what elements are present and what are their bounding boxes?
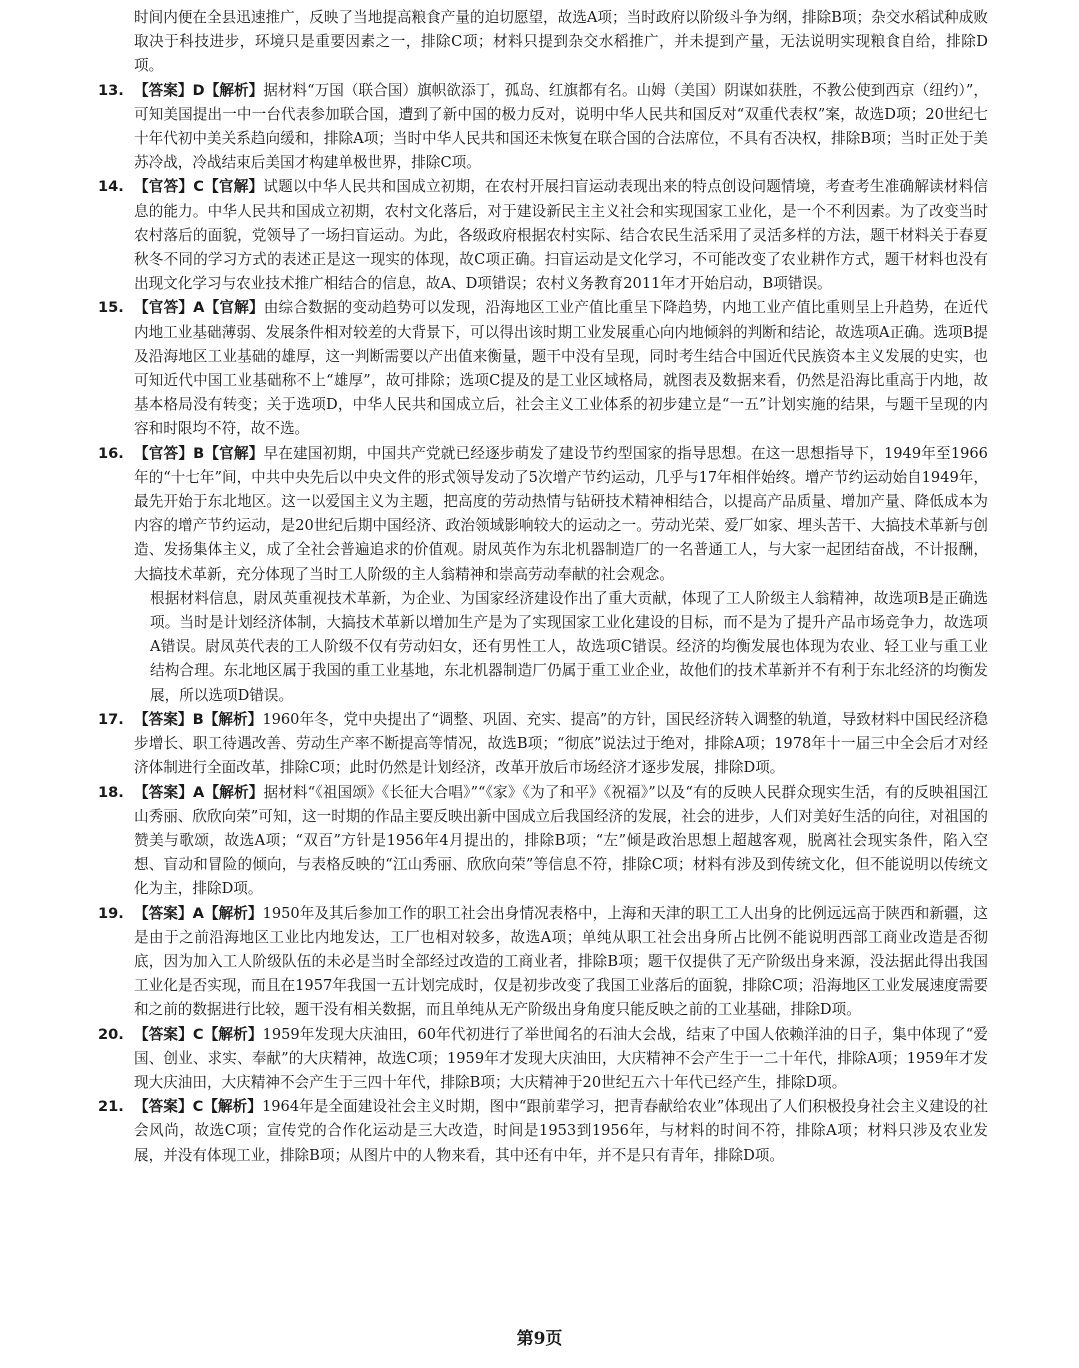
answer-tag: 【答案】 [134,1025,193,1043]
explanation-text: 据材料“万国（联合国）旗帜欲添丁，孤岛、红旗都有名。山姆（美国）阴谋如获胜，不教公使到西京（纽约）”，可知美国提出一中一台代表参加联合国，遭到了新中国的极力反对，说明中华人民共和国反对“双重代表权”案，故选D项；20世纪七十年代初中美关系趋向缓和，排除A项；当时中华人民共和国还未恢复在联合国的合法席位，不具有否决权，排除B项；当时正处于美苏冷战，冷战结束后美国才构建单极世界，排除C项。 [134,81,988,172]
answer-tag: 【答案】 [134,710,193,728]
explanation-text: 据材料“《祖国颂》《长征大合唱》”“《家》《为了和平》《祝福》”以及“有的反映人民群众现实生活，有的反映祖国江山秀丽、欣欣向荣”可知，这一时期的作品主要反映出新中国成立后我国经济的发展，社会的进步，人们对美好生活的向往，对祖国的赞美与歌颂，故选A项；“双百”方针是1956年4月提出的，排除B项；“左”倾是政治思想上超越客观，脱离社会现实条件，陷入空想、盲动和冒险的倾向，与表格反映的“江山秀丽、欣欣向荣”等信息不符，排除C项；材料有涉及到传统文化，但不能说明以传统文化为主，排除D项。 [134,783,988,898]
answer-letter: B [192,710,204,728]
answer-explanations [98,6,988,1168]
question-number: 17. [98,710,124,728]
answer-letter: B [193,444,205,462]
explanation-tag: 【解析】 [203,1098,262,1116]
answer-letter: D [192,81,205,99]
answer-letter: A [193,783,205,801]
answer-letter: A [192,904,204,922]
answer-tag: 【官答】 [134,178,194,196]
explanation-tag: 【官解】 [204,444,264,462]
question-16 [98,442,988,587]
explanation-tag: 【解析】 [204,783,264,801]
explanation-text: 1964年是全面建设社会主义时期，图中“跟前辈学习，把青春献给农业”体现出了人们积极投身社会主义建设的社会风尚，故选C项；宣传党的合作化运动是三大改造，时间是1953到1956年，与材料的时间不符，排除A项；材料只涉及农业发展，并没有体现工业，排除B项；从图片中的人物来看，其中还有中年，并不是只有青年，排除D项。 [134,1098,988,1164]
page-number: 第9页 [516,1329,563,1349]
question-number: 18. [98,783,124,801]
question-19 [98,902,988,1023]
explanation-text: 试题以中华人民共和国成立初期，在农村开展扫盲运动表现出来的特点创设问题情境，考查考生准确解读材料信息的能力。中华人民共和国成立初期，农村文化落后，对于建设新民主主义社会和实现国家工业化，是一个不利因素。为了改变当时农村落后的面貌，党领导了一场扫盲运动。为此，各级政府根据农村实际、结合农民生活采用了灵活多样的方法，题干材料关于春夏秋冬不同的学习方式的表述正是这一现实的体现，故C项正确。扫盲运动是文化学习，不可能改变了农业耕作方式，题干材料也没有出现文化学习与农业技术推广相结合的信息，故A、D项错误；农村义务教育2011年才开始启动，B项错误。 [134,178,988,293]
explanation-text: 由综合数据的变动趋势可以发现，沿海地区工业产值比重呈下降趋势，内地工业产值比重则呈上升趋势，在近代内地工业基础薄弱、发展条件相对较差的大背景下，可以得出该时期工业发展重心向内地倾斜的判断和结论，故选项A正确。选项B提及沿海地区工业基础的雄厚，这一判断需要以产出值来衡量，题干中没有呈现，同时考生结合中国近代民族资本主义发展的史实，也可知近代中国工业基础称不上“雄厚”，故可排除；选项C提及的是工业区域格局，就图表及数据来看，仍然是沿海比重高于内地，故基本格局没有转变；关于选项D，中华人民共和国成立后，社会主义工业体系的初步建立是“一五”计划实施的结果，与题干呈现的内容和时限均不符，故不选。 [134,299,988,438]
question-21 [98,1095,988,1168]
question-number: 16. [98,444,124,462]
question-18 [98,781,988,902]
explanation-tag: 【解析】 [203,710,263,728]
continued-explanation-12: 时间内便在全县迅速推广，反映了当地提高粮食产量的迫切愿望，故选A项；当时政府以阶级斗争为纲，排除B项；杂交水稻试种成败取决于科技进步，环境只是重要因素之一，排除C项；材料只提到杂交水稻推广，并未提到产量，无法说明实现粮食自给，排除D项。 [134,9,988,75]
explanation-tag: 【官解】 [203,178,264,196]
answer-tag: 【答案】 [134,783,194,801]
explanation-tag: 【解析】 [204,81,264,99]
question-14 [98,175,988,296]
answer-tag: 【答案】 [134,81,193,99]
answer-letter: C [192,1025,204,1043]
explanation-tag: 【解析】 [203,904,263,922]
question-number: 20. [98,1025,124,1043]
question-number: 19. [98,904,124,922]
answer-letter: C [192,1098,204,1116]
explanation-text: 1959年发现大庆油田，60年代初进行了举世闻名的石油大会战，结束了中国人依赖洋油的日子，集中体现了“爱国、创业、求实、奉献”的大庆精神，故选C项；1959年才发现大庆油田，大庆精神不会产生于一二十年代，排除A项；1959年才发现大庆油田，大庆精神不会产生于三四十年代，排除B项；大庆精神于20世纪五六十年代已经产生，排除D项。 [134,1025,988,1091]
question-17 [98,708,988,781]
answer-tag: 【官答】 [134,444,194,462]
question-number: 21. [98,1098,124,1116]
explanation-text: 1960年冬，党中央提出了“调整、巩固、充实、提高”的方针，国民经济转入调整的轨道，导致材料中国民经济稳步增长、职工待遇改善、劳动生产率不断提高等情况，故选B项；“彻底”说法过于绝对，排除A项；1978年十一届三中全会后才对经济体制进行全面改革，排除C项；此时仍然是计划经济，改革开放后市场经济才逐步发展，排除D项。 [134,710,988,777]
answer-letter: A [193,299,205,317]
answer-tag: 【官答】 [134,299,194,317]
explanation-text: 1950年及其后参加工作的职工社会出身情况表格中，上海和天津的职工工人出身的比例远远高于陕西和新疆，这是由于之前沿海地区工业比内地发达，工厂也相对较多，故选A项；单纯从职工社会出身所占比例不能说明西部工商业改造是否彻底，因为加入工人阶级队伍的未必是当时全部经过改造的工商业者，排除B项；题干仅提供了无产阶级出身来源，没法据此得出我国工业化是否实现，而且在1957年我国一五计划完成时，仅是初步改变了我国工业落后的面貌，排除C项；沿海地区工业发展速度需要和之前的数据进行比较，题干没有相关数据，而且单纯从无产阶级出身角度只能反映之前的工业基础，排除D项。 [134,904,988,1019]
explanation-text: 早在建国初期，中国共产党就已经逐步萌发了建设节约型国家的指导思想。在这一思想指导下，1949年至1966年的“十七年”间，中共中央先后以中央文件的形式领导发动了5次增产节约运动，几乎与17年相伴始终。增产节约运动始自1949年，最先开始于东北地区。这一以爱国主义为主题，把高度的劳动热情与钻研技术精神相结合，以提高产品质量、增加产量、降低成本为内容的增产节约运动，是20世纪后期中国经济、政治领域影响较大的运动之一。劳动光荣、爱厂如家、埋头苦干、大搞技术革新与创造、发扬集体主义，成了全社会普遍追求的价值观。尉凤英作为东北机器制造厂的一名普通工人，与大家一起团结奋战，不计报酬，大搞技术革新，充分体现了当时工人阶级的主人翁精神和崇高劳动奉献的社会观念。 [134,444,988,583]
explanation-tag: 【官解】 [204,299,264,317]
question-number: 14. [98,178,124,196]
explanation-tag: 【解析】 [203,1025,263,1043]
answer-letter: C [193,178,204,196]
question-number: 13. [98,81,124,99]
question-number: 15. [98,299,124,317]
answer-tag: 【答案】 [134,1098,193,1116]
question-15 [98,296,988,441]
question-16-analysis: 根据材料信息，尉凤英重视技术革新，为企业、为国家经济建设作出了重大贡献，体现了工人阶级主人翁精神，故选项B是正确选项。当时是计划经济体制，大搞技术革新以增加生产是为了实现国家工业化建设的目标，而不是为了提升产品市场竞争力，故选项A错误。尉凤英代表的工人阶级不仅有劳动妇女，还有男性工人，故选项C错误。经济的均衡发展也体现为农业、轻工业与重工业结构合理。东北地区属于我国的重工业基地，东北机器制造厂仍属于重工业企业，故他们的技术革新并不有利于东北经济的均衡发展，所以选项D错误。 [150,589,988,704]
question-20 [98,1023,988,1096]
question-13 [98,79,988,176]
answer-tag: 【答案】 [134,904,193,922]
